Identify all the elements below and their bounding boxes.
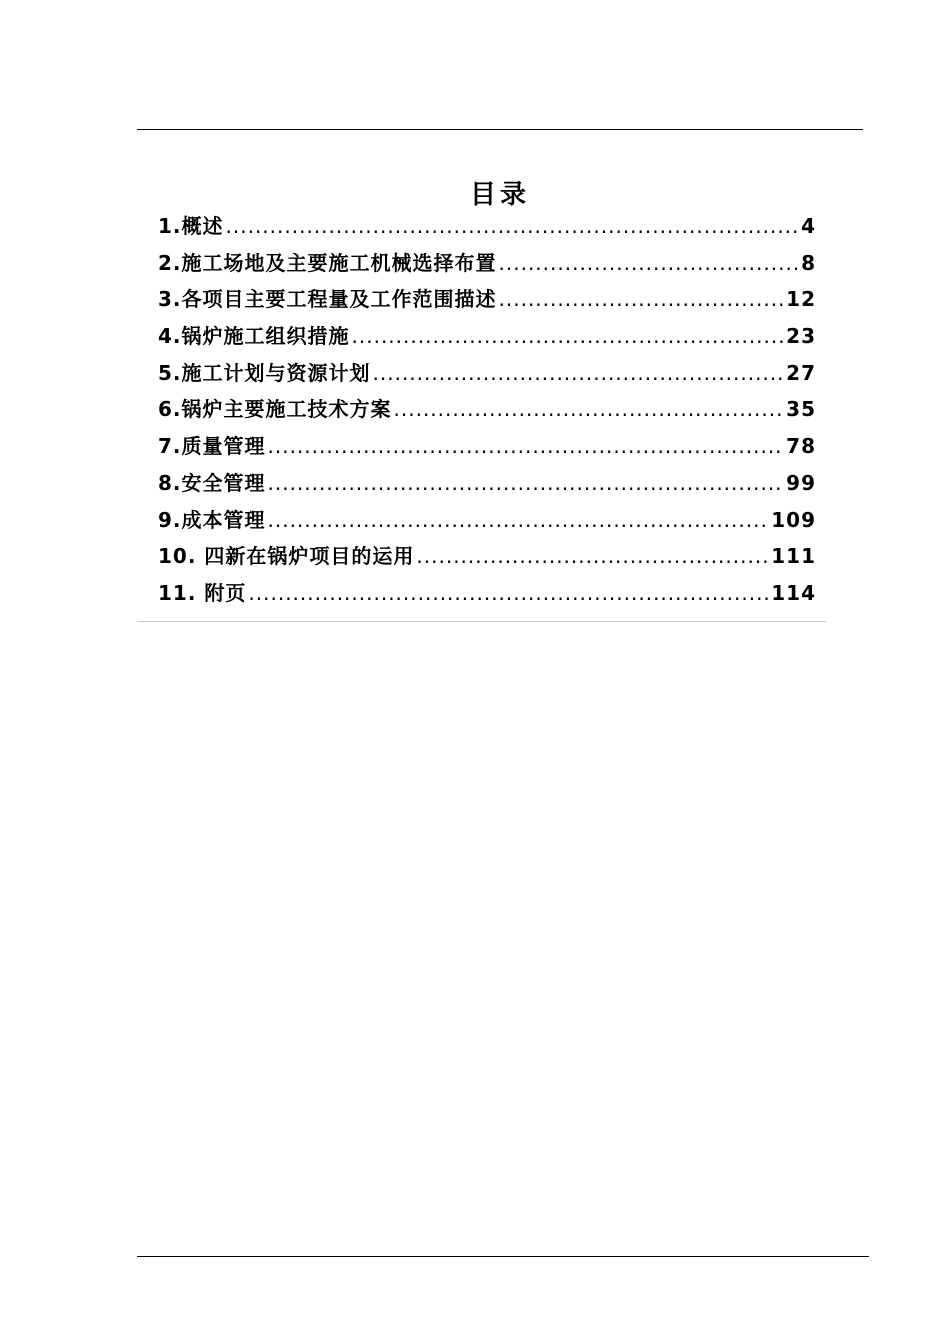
toc-entry-page: 111 bbox=[771, 544, 816, 569]
toc-leader-dots bbox=[373, 355, 785, 391]
toc-entry-11[interactable] bbox=[158, 575, 816, 612]
toc-entry-4[interactable] bbox=[158, 318, 816, 355]
toc-entry-7[interactable] bbox=[158, 428, 816, 465]
toc-entry-1[interactable] bbox=[158, 208, 816, 245]
toc-entry-9[interactable] bbox=[158, 502, 816, 539]
toc-entry-label: 11. 附页 bbox=[158, 580, 247, 605]
toc-entry-label: 1.概述 bbox=[158, 214, 224, 238]
toc-entry-page: 12 bbox=[786, 287, 816, 312]
toc-list bbox=[158, 208, 816, 612]
toc-entry-10[interactable] bbox=[158, 538, 816, 575]
toc-leader-dots bbox=[499, 281, 785, 317]
toc-entry-page: 27 bbox=[786, 360, 816, 385]
toc-leader-dots bbox=[268, 502, 770, 538]
toc-leader-dots bbox=[499, 245, 800, 281]
toc-entry-label: 3.各项目主要工程量及工作范围描述 bbox=[158, 287, 497, 312]
toc-entry-page: 8 bbox=[801, 250, 816, 275]
toc-entry-page: 4 bbox=[801, 214, 816, 238]
toc-leader-dots bbox=[226, 208, 800, 244]
toc-entry-label: 7.质量管理 bbox=[158, 434, 266, 459]
toc-entry-page: 114 bbox=[771, 580, 816, 605]
footer-rule bbox=[137, 1256, 869, 1257]
toc-entry-3[interactable] bbox=[158, 281, 816, 318]
toc-title: 目录 bbox=[469, 180, 530, 211]
toc-entry-2[interactable] bbox=[158, 245, 816, 282]
toc-entry-label: 10. 四新在锅炉项目的运用 bbox=[158, 544, 415, 569]
toc-leader-dots bbox=[352, 318, 785, 354]
toc-entry-page: 109 bbox=[771, 507, 816, 532]
toc-leader-dots bbox=[268, 465, 785, 501]
toc-leader-dots bbox=[416, 538, 769, 574]
toc-entry-label: 6.锅炉主要施工技术方案 bbox=[158, 397, 392, 422]
toc-entry-page: 23 bbox=[786, 324, 816, 349]
toc-leader-dots bbox=[248, 575, 769, 611]
toc-entry-5[interactable] bbox=[158, 355, 816, 392]
toc-entry-label: 5.施工计划与资源计划 bbox=[158, 360, 371, 385]
toc-entry-page: 99 bbox=[786, 470, 816, 495]
header-rule bbox=[137, 129, 863, 130]
toc-entry-8[interactable] bbox=[158, 465, 816, 502]
toc-entry-page: 35 bbox=[786, 397, 816, 422]
toc-entry-label: 9.成本管理 bbox=[158, 507, 266, 532]
toc-entry-label: 2.施工场地及主要施工机械选择布置 bbox=[158, 250, 497, 275]
toc-leader-dots bbox=[394, 391, 785, 427]
toc-entry-page: 78 bbox=[786, 434, 816, 459]
toc-entry-label: 8.安全管理 bbox=[158, 470, 266, 495]
toc-entry-label: 4.锅炉施工组织措施 bbox=[158, 324, 350, 349]
toc-end-rule bbox=[137, 621, 826, 622]
toc-entry-6[interactable] bbox=[158, 391, 816, 428]
toc-leader-dots bbox=[268, 428, 785, 464]
